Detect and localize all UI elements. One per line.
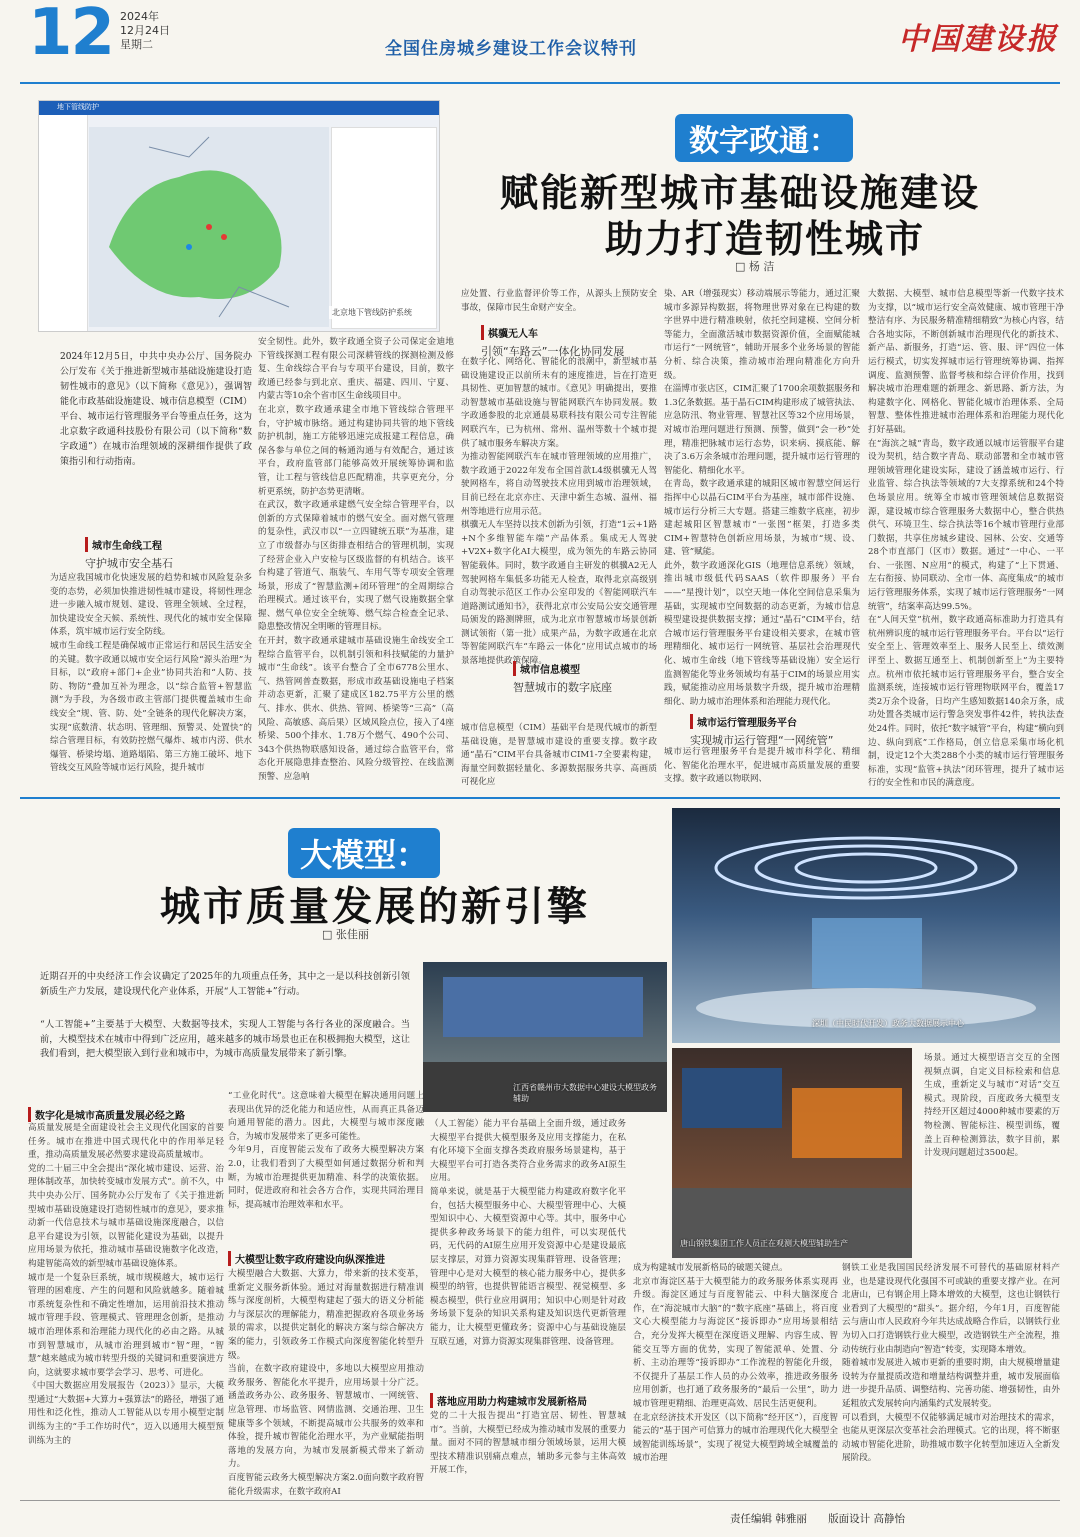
article1-col1: 为适应我国城市化快速发展的趋势和城市风险复杂多变的态势，必须加快推进韧性城市建设，将韧性理念进一步融入城市规划、建设、管理全领域、全过程，加快建设安全天候、系统性、现代化的城市安全保障体系，筑牢城市运行安全防线。 城市生命线工程是确保城市正常运行和居民生活安全的关键。数字政通以城市安全运行风险“源头治理”为目标，以“政府+部门+企业”协同共治和“人防、技防、物防”叠加互补为理念，以“综合监管+智慧监测”为手段，为各级市政主管部门提供覆盖城市生命线安全“规、管、防、处”全链条的现代化解决方案，实现“底数清、状态明、管理细、预警灵、处置快”的综合管理目标，有效防控燃气爆炸、城市内涝、供水爆管、桥梁垮塌、道路塌陷、第三方施工破坏、地下管线交互风险等城市运行风险，提升城市: [50, 573, 252, 774]
article1-headline-2: 助力打造韧性城市: [605, 216, 926, 261]
article2-col5b: 钢铁工业是我国国民经济发展不可替代的基础原材料产业，也是建设现代化强国不可或缺的重要支撑产业。在河北唐山，已有钢企用上降本增效的大模型，这也让钢铁行业看到了大模型的“甜头”。据介绍，今年1月，百度智能云与唐山市人民政府今年共达成战略合作后，以钢铁行业为切入口打造钢铁行业大模型，改造钢铁生产全流程，推动传统行业由制造向“智造”转变，实现降本增效。 随着城市发展进入城市更新的重要时期，由大规模增量建设转为存量提质改造和增量结构调整并重，城市发展面临进一步提升品质、调整结构、完善功能、增强韧性，由外延粗放式发展转向内涵集约式发展转变。 可以看到，大模型不仅能够满足城市对治理技术的需求，也能从更深层次变革社会治理模式。它的出现，将不断驱动城市智能化进阶，助推城市数字化转型加速迈入全新发展阶段。: [842, 1263, 1060, 1464]
article1-col3b: 在数字化、网络化、智能化的浪潮中，新型城市基础设施建设正以前所未有的速度推进，旨在打造更具韧性、更加智慧的城市。《意见》明确提出，要推动智慧城市基础设施与智能网联汽车协同发展。数字政通参股的北京通晨易联科技有限公司专注智能网联汽车，已为杭州、常州、温州等数十个城市提供了城市服务车解决方案。 为推动智能网联汽车在城市管理领域的应用推广，数字政通于2022年发布全国首款L4级棋骥无人驾驶网格车，将自动驾驶技术应用到城市治理领域，目前已经在北京亦庄、天津中新生态城、温州、福州等地进行应用示范。 棋骥无人车坚持以技术创新为引领，打造“1云+1路+N个多维智能车端”产品体系。集成无人驾驶+V2X+数字化AI大模型，成为领先的车路云协同智能载体。同时，数字政通自主研发的棋骥A2无人驾驶网格车集低多功能无人检查，取得北京高级别自动驾驶示范区工作办公室印发的《智能网联汽车道路测试通知书》，获得北京市公安局公安交通管理局颁发的路测牌照，成为北京市智慧城市场景创新测试领衔（第一批）成果产品，为数字政通在北京等智能网联汽车“车路云一体化”应用试点城市的场景落地提供政策保障。: [461, 357, 657, 667]
masthead: [0, 0, 1080, 85]
subhead-title: 城市运行管理服务平台: [690, 714, 797, 729]
date-day: 12月24日: [120, 24, 170, 37]
subhead-subtitle: 守护城市安全基石: [85, 557, 173, 570]
article1-subhead-1: [85, 534, 173, 571]
article1-subhead-3: [513, 658, 612, 695]
footer-credits: [730, 1511, 905, 1526]
image-caption: 北京地下管线防护系统: [329, 306, 415, 319]
app-sidebar: [39, 115, 88, 331]
article2-col3: （人工智能）能力平台基础上全面升级，通过政务大模型平台提供大模型服务及应用支撑能力，在私有化环境下全面支撑各类政府服务场景建构，基于大模型平台可打造各类符合业务需求的政务AI原生应用。 简单来说，就是基于大模型能力构建政府数字化平台，包括大模型服务中心、大模型管理中心、大模型知识中心、大模型资源中心等。其中，服务中心提供多种政务场景下的能力组件，可以实现低代码，无代码的AI原生应用开发资源中心是建设最底层支撑层，对算力资源实现集群管理、设备管理；管理中心是对大模型的核心能力服务中心，提供多模型的纳管，也提供智能语言模型、视觉模型、多模态模型，供行业应用调用；知识中心则是针对政务场景下复杂的知识关系构建及知识迭代更新管理能力，让大模型更懂政务；资源中心与基础设施层互联互通，对算力资源实现集群管理、设备管理。: [430, 1119, 626, 1347]
article2-author: □ 张佳丽: [322, 928, 369, 941]
designer-name: 高静怡: [873, 1513, 906, 1525]
special-issue-title: 全国住房城乡建设工作会议特刊: [385, 39, 637, 59]
subhead-title: 城市信息模型: [513, 661, 580, 676]
date-block: [120, 10, 170, 52]
article2-subhead-3: [430, 1390, 587, 1409]
article2-lead-1: 近期召开的中央经济工作会议确定了2025年的九项重点任务，其中之一是以科技创新引领新质生产力发展，建设现代化产业体系，开展“人工智能+”行动。: [40, 971, 410, 997]
subhead-title: 棋骥无人车: [481, 325, 538, 340]
photo-steel-plant: [672, 1048, 912, 1258]
article1-author: □ 杨 洁: [735, 260, 775, 273]
subhead-title: 大模型让数字政府建设向纵深推进: [228, 1251, 385, 1266]
article2-subhead-2: [228, 1248, 385, 1267]
photo-exhibition-center: [672, 808, 1060, 1043]
exhibition-rings: [672, 808, 1060, 1043]
subhead-subtitle: 引领“车路云”一体化协同发展: [481, 345, 625, 358]
photo2-caption: 江西省赣州市大数据中心建设大模型政务辅助: [513, 1083, 657, 1103]
subhead-title: 落地应用助力构建城市发展新格局: [430, 1393, 587, 1408]
article1-col4b: 城市运行管理服务平台是提升城市科学化、精细化、智能化治理水平，促进城市高质量发展的重要支撑。数字政通以物联网、: [664, 747, 860, 785]
article2-col4: 成为构建城市发展新格局的破题关键点。 北京市海淀区基于大模型能力的政务服务体系实现再升级。海淀区通过与百度智能云、中科大脑深度合作，在“海淀城市大脑”的“数字底座”基础上，将百度文心大模型能力与海淀区“接诉即办”应用场景相结合，充分发挥大模型在深度语义理解、内容生成、智能交互等方面的优势，实现了智能派单、处置、分析、主动治理等“接诉即办”工作流程的智能化升级，不仅提升了基层工作人员的办公效率，推进政务服务应用创新，也打通了政务服务的“最后一公里”，助力城市管理更精细、治理更高效、居民生活更便利。 在北京经济技术开发区（以下简称“经开区”），百度智能云的“基于国产可信算力的城市治理现代化大模型全域智能训练场景”，实现了视觉大模型跨域全城覆盖的城市治理: [633, 1263, 838, 1464]
article2-col3b: 党的二十大报告提出“打造宜居、韧性、智慧城市”。当前，大模型已经成为推动城市发展的重要力量。面对不同的智慧城市细分领域场景，运用大模型技术精准识别痛点难点，辅助多元参与主体高效开展工作，: [430, 1411, 626, 1476]
article1-col3: 应处置、行业监督评价等工作，从源头上预防安全事故，保障市民生命财产安全。: [461, 289, 657, 313]
article1-col4: 染、AR（增强现实）移动端展示等能力，通过汇聚城市多源异构数据，将物理世界对象在已构建的数字世界中进行精准映射，依托空间建模、空间分析等能力，全面激活城市数据资源价值，全面赋能城市运行“一网统管”，辅助开展多个业务场景的智能分析、综合决策，推动城市治理向精准化方向升级。 在淄博市张店区，CIM汇聚了1700余项数据服务和1.3亿条数据。基于晶石CIM构建形成了城管执法、应急防汛、物业管理、智慧社区等32个应用场景，对城市治理问题进行预测、预警，做到“会一秒”处理，精准把脉城市运行态势，识来病、摸底能、解决了3.6万余条城市治理问题，提升城市运行管理的智能化、精细化水平。 在青岛，数字政通承建的城阳区城市智慧空间运行指挥中心以晶石CIM平台为基座，城市部件设施、城市运行分析三大专题。搭建三维数字底座，初步建起城阳区智慧城市“一张图”框架，打造多类CIM+智慧特色创新应用场景，为城市“规、设、建、管”赋能。 此外，数字政通深化GIS（地理信息系统）领域，推出城市级低代码SAAS（软件即服务）平台——“星搜计划”，以空天地一体化空间信息采集为基础，实现城市空间数据的动态更新，为城市信息模型建设提供数据支撑；通过“晶石”CIM平台，结合城市运行管理服务平台建设相关要求，在城市管理精细化、城市运行一网统管、基层社会治理现代化、城市生命线（地下管线等基础设施）安全运行监测智能化等业务领域均有基于CIM的场景应用实践，赋能推动应用场景数字升级，提升城市治理精细化、助力城市治理体系和治理能力现代化。: [664, 289, 860, 707]
footer-rule: [20, 1500, 1060, 1501]
article1-badge: 数字政通：: [675, 114, 853, 162]
article2-subhead-1: [28, 1104, 185, 1123]
newspaper-logo: 中国建设报: [898, 22, 1058, 57]
section-divider: [20, 797, 1060, 799]
editor-label: 责任编辑: [730, 1513, 772, 1525]
article1-subhead-2: [481, 322, 624, 359]
subhead-title: 城市生命线工程: [85, 537, 162, 552]
date-year: 2024年: [120, 10, 159, 23]
article2-badge: 大模型：: [288, 828, 440, 878]
page-number: 12: [28, 0, 114, 70]
article2-col2: “工业化时代”。这意味着大模型在解决通用问题上表现出优异的泛化能力和适应性，从而真正具备迈向通用智能的潜力。因此，大模型与城市深度融合，为城市发展带来了更多可能性。 今年9月，百度智能云发布了政务大模型解决方案2.0，让我们看到了大模型如何通过数据分析和判断，为城市治理提供更加精准、科学的决策依据。同时，促进政府和社会各方合作，实现共同治理目标，提高城市治理效率和水平。: [228, 1091, 424, 1210]
article2-headline: 城市质量发展的新引擎: [160, 883, 590, 930]
photo3-caption: 唐山钢铁集团工作人员正在观测大模型辅助生产: [680, 1239, 848, 1248]
article2-lead-2: “人工智能+”主要基于大模型、大数据等技术，实现人工智能与各行各业的深度融合。当前，大模型技术在城市中得到广泛应用，越来越多的城市场景也正在积极拥抱大模型，这让我们看到，把大模型嵌入到行业和城市中，为城市高质量发展带来了新引擎。: [40, 1019, 410, 1059]
subhead-subtitle: 实现城市运行管理“一网统管”: [690, 734, 834, 747]
app-title-bar: [39, 101, 439, 115]
article1-headline-1: 赋能新型城市基础设施建设: [500, 170, 981, 215]
designer-label: 版面设计: [828, 1513, 871, 1525]
editor-name: 韩雅丽: [775, 1513, 807, 1525]
subhead-title: 数字化是城市高质量发展必经之路: [28, 1107, 185, 1122]
article2-col5: 场景。通过大模型语言交互的全图视频点调，自定义目标检索和信息生成，重新定义与城市“对话”交互模式。现阶段，百度政务大模型支持经开区超过4000种城市要素的万物检测、智能标注、模型训练，覆盖上百种检测算法，数字目前，累计发现问题超过3500起。: [924, 1053, 1060, 1159]
article2-col2b: 大模型融合大数据、大算力，带来新的技术变革，重新定义服务新体验。通过对海量数据进行精准训练与深度剖析，大模型构建起了强大的语义分析能力与深层次的理解能力，精准把握政府各项业务场景的需求，以提供定制化的解决方案与综合解决方案的能力，引领政务工作模式向深度智能化转型升级。 当前，在数字政府建设中，多地以大模型应用推动政务服务、智能化水平提升，应用场景十分广泛。涵盖政务办公、政务服务、智慧城市、一网统管、应急管理、市场监管、网情监测、交通治理、卫生健康等多个领域，不断提高城市公共服务的效率和体验，提升城市智能化治理水平，为产业赋能指明落地的发展方向，为城市发展新模式带来了新动力。 百度智能云政务大模型解决方案2.0面向数字政府智能化升级需求，在数字政府AI: [228, 1269, 424, 1497]
app-title: 地下管线防护: [57, 103, 99, 111]
photo-data-center: [423, 962, 667, 1112]
map-view: [89, 127, 329, 327]
pipeline-system-screenshot: [38, 100, 440, 332]
article1-intro: 2024年12月5日，中共中央办公厅、国务院办公厅发布《关于推进新型城市基础设施建设打造韧性城市的意见》（以下简称《意见》），强调智能化市政基础设施建设、城市信息模型（CIM）平台、城市运行管理服务平台等重点任务，这为北京数字政通科技股份有限公司（以下简称“数字政通”）在城市治理领域的深耕细作提供了政策指引和行动指南。: [60, 352, 252, 467]
control-room: [672, 1048, 912, 1258]
article2-col1: 高质量发展是全面建设社会主义现代化国家的首要任务。城市在推进中国式现代化中的作用举足轻重，推动高质量发展必然要求建设高质量城市。 党的二十届三中全会提出“深化城市建设、运营、治理体制改革，加快转变城市发展方式”。前不久，中共中央办公厅、国务院办公厅发布了《关于推进新型城市基础设施建设打造韧性城市的意见》，要求推动新一代信息技术与城市基础设施深度融合，以信息平台建设为引领，以智能化建设为基础，以提升应用场景为依托，推动城市基础设施数字化改造，构建智能高效的新型城市基础设施体系。 城市是一个复杂巨系统，城市规模越大，城市运行管理的困难度、产生的问题和风险就越多。随着城市系统复杂性和不确定性增加，运用前沿技术推动城市管理手段、管理模式、管理理念创新，是推动城市治理体系和治理能力现代化的必由之路。从城市到智慧城市，从城市治理到城市“智”理，“智慧”越来越成为城市转型升级的关键词和重要演进方向，这就要求城市要学会学习、思考、可进化。 《中国大数据应用发展报告（2023）》显示，大模型通过“大数据+大算力+强算法”的路径，增强了通用性和泛化性，推动人工智能从以专用小模型定制训练为主的“手工作坊时代”，迈入以通用大模型预训练为主的: [28, 1123, 224, 1446]
date-weekday: 星期二: [120, 38, 153, 51]
article1-col2: 安全韧性。此外，数字政通全资子公司保定金迪地下管线探测工程有限公司深耕管线的探测检测及修复、生命线综合平台与专项平台建设，目前，数字政通已经参与到北京、重庆、福建、四川、宁夏、内蒙古等10余个省市区生命线项目中。 在北京，数字政通承建全市地下管线综合管理平台，守护城市脉络。通过构建协同共管的地下管线防护机制，施工方能够迅速完成报建工程信息，确保各参与单位之间的畅通沟通与有效配合，通过该平台，政府监管部门能够高效开展统筹协调和监管，让工程与管线信息匹配精准，共享更充分，分析更系统，防护态势更清晰。 在武汉，数字政通承建燃气安全综合管理平台，以创新的方式保障着城市的燃气安全。面对燃气管理的复杂性，武汉市以“一立四键统五联”为基准，建立了市级督办与区街排查相结合的管理机制，实现了经营企业入户安检与区级监督的有机结合。该平台构建了管道气、瓶装气、车用气等专项安全管理场景，形成了“智慧监测+闭环管理”的全周期综合治理模式。通过该平台，实现了燃气设施数据全掌握、燃气单位安全全统筹、燃气综合检查全记录、隐患整改情况全明晰的管理目标。 在开封，数字政通承建城市基础设施生命线安全工程综合监管平台，以机制引领和科技赋能的力量护城市“生命线”。该平台整合了全市6778公里水、气、热管网普查数据，形成市政基础设施电子档案并动态更新，汇聚了建成区182.75平方公里的燃气、排水、供水、供热、管网、桥梁等“三高”（高风险、高敏感、高后果）区域风险点位，接入了4座桥梁、500个排水、1.78万个燃气、490个公司、343个供热物联感知设备，通过综合监管平台，常态化开展隐患排查整治、风险分级管控、在线监测预警、应急响: [258, 337, 454, 782]
article1-col3c: 城市信息模型（CIM）基础平台是现代城市的新型基础设施，是智慧城市建设的重要支撑。数字政通“晶石”CIM平台具备城市CIM1-7全要素构建，海量空间数据轻量化、多源数据服务共享、高画质可视化应: [461, 723, 657, 788]
subhead-subtitle: 智慧城市的数字底座: [513, 681, 612, 694]
photo1-caption: 深圳（中民时代开发）政务大数据展示中心: [812, 1019, 964, 1028]
app-right-panel: [331, 127, 437, 329]
article1-col5: 大数据、大模型、城市信息模型等新一代数字技术为支撑，以“城市运行安全高效健康、城市管理干净整洁有序、为民服务精准精细精致”为核心内容，结合各地实际，不断创新城市治理现代化的新技术、新产品、新服务，打造“运、管、服、评”四位一体运行模式，切实发挥城市运行管理统筹协调、指挥调度、监测预警、监督考核和综合评价作用，找到解决城市治理难题的新理念、新思路、新方法，为构建数字化、网格化、智能化城市治理体系、全局智慧、整体性推进城市治理体系和治理能力现代化打好基础。 在“海滨之城”青岛，数字政通以城市运管服平台建设为契机，结合数字青岛、联动部署和全市城市管理领域管理化建设实际，建设了涵盖城市运行、行业监管、综合执法等领域的7大支撑系统和24个特色场景应用。统筹全市城市管理领域信息数据资源，建设城市综合管理服务大数据中心，整合供热供气、环境卫生、综合执法等16个城市管理行业部门数据，共享住房城乡建设、园林、公安、交通等28个市直部门（区市）数据。通过“一中心、一平台、一张图、N应用”的模式，构建了“上下贯通、左右衔接、协同联动、全市一体、高度集成”的城市运行管理服务体系，实现了城市运行管理服务“一网统管”，结案率高达99.5%。 在“人间天堂”杭州，数字政通高标准助力打造具有杭州辨识度的城市运行管理服务平台。平台以“运行安全至上、管理效率至上、服务人民至上、绩效测评至上、数据互通至上、机制创新至上”为主要特点。杭州市依托城市运行管理服务平台，整合安全监测系统，连接城市运行管理物联网平台，覆盖17类2万余个设备，日均产生感知数据140余万条，成功处置各类城市运行警急突发事件42件，转执法查处24件。同时，依托“数字城管”平台，构建“横向到边、纵向到底”工作格局，创立信息采集市场化机制，设定12个大类288个小类的城市运行管理服务标准，实现“监管+执法”闭环管理，提升了城市运行的安全性和市民的满意度。: [868, 289, 1064, 789]
article1-subhead-4: [690, 711, 833, 748]
